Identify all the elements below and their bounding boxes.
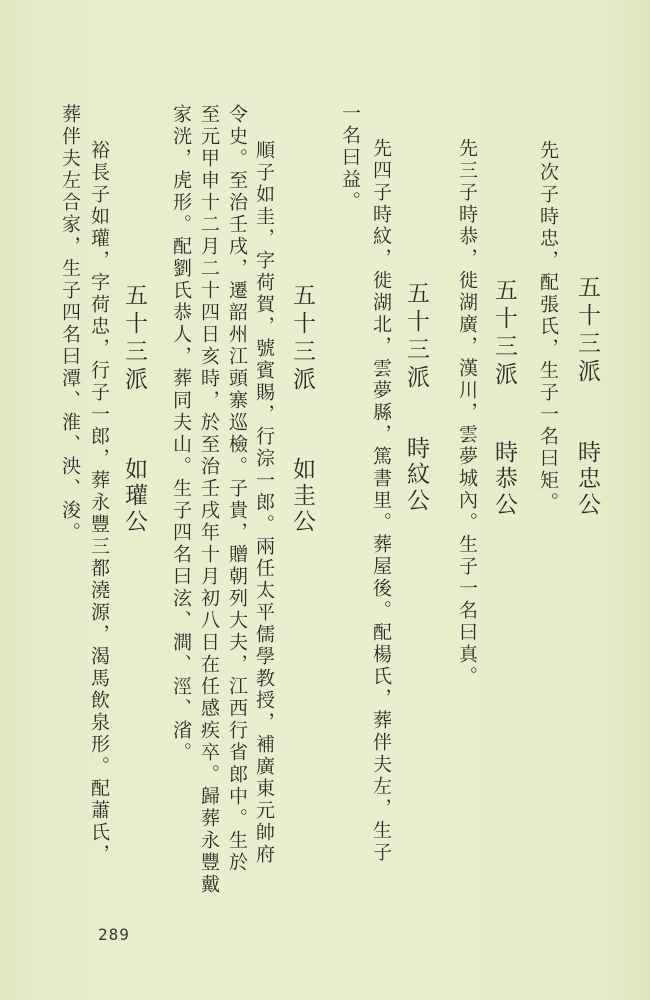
entry-4-body-line-1: 順子如圭，字荷賀，號賓賜，行淙一郎。兩任太平儒學教授，補廣東元帥府 [253, 140, 275, 866]
entry-2-body-line-1: 先三子時恭，徙湖廣，漢川，雲夢城內。生子一名曰真。 [456, 138, 478, 688]
entry-2-generation-heading: 五十三派 [491, 278, 517, 390]
entry-1-generation-heading: 五十三派 [574, 275, 600, 387]
entry-3-body-line-1: 先四子時紋，徙湖北，雲夢縣，篤書里。葬屋後。配楊氏，葬伴夫左，生子 [370, 138, 392, 864]
entry-5-name-heading: 如瓘公 [121, 457, 147, 535]
entry-3-generation-heading: 五十三派 [403, 281, 429, 393]
entry-4-body-line-3: 至元甲申十二月二十四日亥時，於至治壬戌年十月初八日在任感疾卒。歸葬永豐戴 [198, 104, 220, 896]
entry-4-name-heading: 如圭公 [289, 457, 315, 535]
entry-2-name-heading: 時恭公 [491, 440, 517, 518]
entry-4-generation-heading: 五十三派 [289, 283, 315, 395]
entry-3-name-heading: 時紋公 [403, 436, 429, 514]
entry-1-body-line-1: 先次子時忠，配張氏，生子一名曰矩。 [537, 140, 559, 514]
entry-5-body-line-1: 裕長子如瓘，字荷忠，行子一郎，葬永豐三都澆源，渴馬飲泉形。配蕭氏， [88, 140, 110, 866]
entry-1-name-heading: 時忠公 [574, 440, 600, 518]
entry-3-body-line-2: 一名曰益。 [339, 103, 361, 213]
entry-4-body-line-4: 家洸，虎形。配劉氏恭人，葬同夫山。生子四名曰泫、澗、涇、渻。 [170, 104, 192, 764]
entry-5-body-line-2: 葬伴夫左合家，生子四名曰潭、淮、泱、浚。 [59, 104, 81, 544]
page-number: 289 [98, 925, 130, 944]
entry-5-generation-heading: 五十三派 [121, 283, 147, 395]
entry-4-body-line-2: 令史。至治壬戌，遷韶州江頭寨巡檢。子貴，贈朝列大夫，江西行省郎中。生於 [226, 104, 248, 874]
